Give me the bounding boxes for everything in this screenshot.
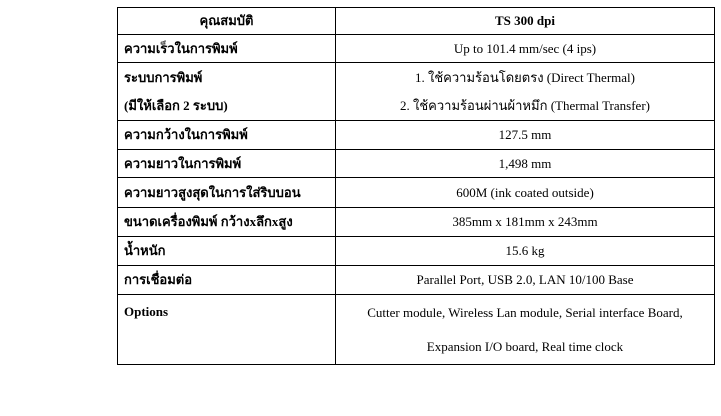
table-row	[118, 266, 715, 295]
row-label: Options	[118, 295, 336, 365]
row-value: 385mm x 181mm x 243mm	[336, 208, 715, 237]
row-value: 15.6 kg	[336, 237, 715, 266]
table-row	[118, 121, 715, 150]
row-value: 1,498 mm	[336, 150, 715, 178]
row-value-line: 1. ใช้ความร้อนโดยตรง (Direct Thermal)	[415, 69, 635, 85]
table-row	[118, 237, 715, 266]
row-label-line: ระบบการพิมพ์	[124, 69, 203, 85]
row-value: Parallel Port, USB 2.0, LAN 10/100 Base	[336, 266, 715, 295]
row-value	[336, 63, 715, 121]
header-property: คุณสมบัติ	[118, 8, 336, 35]
row-label	[118, 63, 336, 121]
row-value-line: 2. ใช้ความร้อนผ่านผ้าหมึก (Thermal Transfer)	[400, 97, 650, 113]
table-row	[118, 295, 715, 365]
row-label: ความกว้างในการพิมพ์	[118, 121, 336, 150]
row-label: น้ำหนัก	[118, 237, 336, 266]
header-model: TS 300 dpi	[336, 8, 715, 35]
row-label: ขนาดเครื่องพิมพ์ กว้างxลึกxสูง	[118, 208, 336, 237]
row-value-line: Cutter module, Wireless Lan module, Serial interface Board,	[367, 304, 683, 320]
table-row	[118, 63, 715, 121]
table-row	[118, 150, 715, 178]
row-label: ความยาวในการพิมพ์	[118, 150, 336, 178]
table-row	[118, 178, 715, 208]
table-row	[118, 208, 715, 237]
row-value: Up to 101.4 mm/sec (4 ips)	[336, 35, 715, 63]
spec-table	[117, 7, 715, 365]
row-label-line: (มีให้เลือก 2 ระบบ)	[124, 97, 228, 113]
row-value: 127.5 mm	[336, 121, 715, 150]
table-row	[118, 35, 715, 63]
row-label: ความยาวสูงสุดในการใส่ริบบอน	[118, 178, 336, 208]
row-label: ความเร็วในการพิมพ์	[118, 35, 336, 63]
row-value-line: Expansion I/O board, Real time clock	[426, 338, 624, 354]
row-value	[336, 295, 715, 365]
row-label: การเชื่อมต่อ	[118, 266, 336, 295]
table-header-row	[118, 8, 715, 35]
row-value: 600M (ink coated outside)	[336, 178, 715, 208]
